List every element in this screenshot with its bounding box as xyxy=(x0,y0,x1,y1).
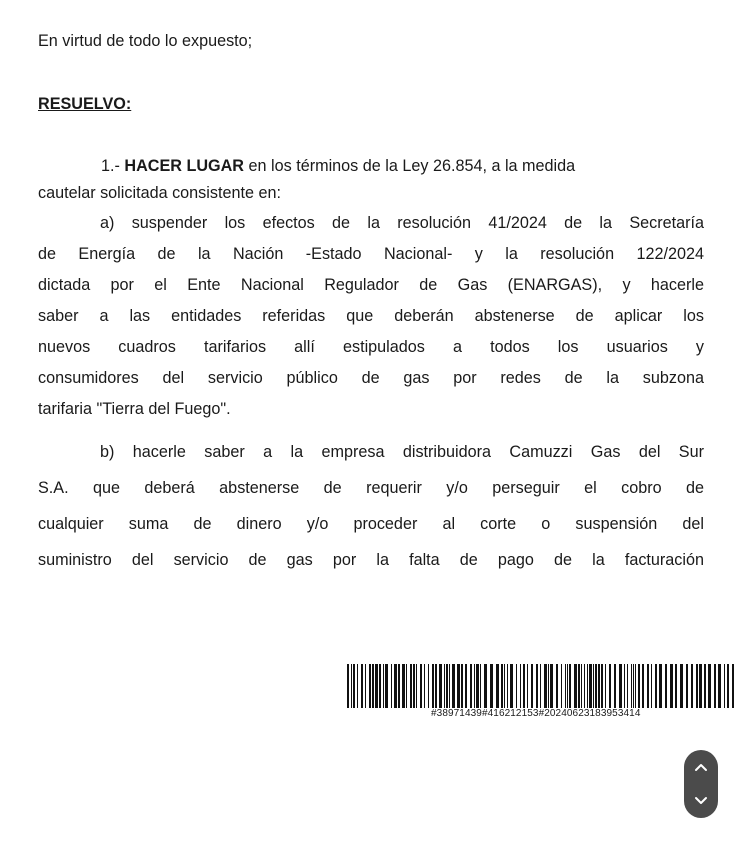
barcode-bar xyxy=(569,664,571,708)
barcode-bar xyxy=(680,664,683,708)
barcode-bar xyxy=(704,664,706,708)
barcode-bar xyxy=(605,664,606,708)
barcode-bar xyxy=(635,664,636,708)
barcode-bar xyxy=(647,664,649,708)
intro-text: En virtud de todo lo expuesto; xyxy=(38,32,253,50)
barcode-bar xyxy=(523,664,525,708)
barcode-bar xyxy=(406,664,407,708)
barcode-bar xyxy=(609,664,611,708)
barcode-bar xyxy=(470,664,472,708)
barcode-bar xyxy=(565,664,566,708)
barcode-bar xyxy=(391,664,392,708)
paragraph-b-line: suministro del servicio de gas por la falta de pago de la facturación xyxy=(38,551,704,569)
barcode-bar xyxy=(474,664,475,708)
paragraph-b-line: S.A. que deberá abstenerse de requerir y/o perseguir el cobro de xyxy=(38,479,704,497)
scroll-down-button[interactable] xyxy=(684,784,718,818)
barcode-bar xyxy=(531,664,533,708)
barcode-image xyxy=(345,664,739,708)
paragraph-a-line: consumidores del servicio público de gas por redes de la subzona xyxy=(38,369,704,387)
barcode-bar xyxy=(619,664,622,708)
paragraph-a-line: nuevos cuadros tarifarios allí estipulados a todos los usuarios y xyxy=(38,338,704,356)
barcode-bar xyxy=(614,664,616,708)
barcode-bar xyxy=(435,664,437,708)
barcode-bar xyxy=(465,664,467,708)
barcode-bar xyxy=(624,664,625,708)
barcode-bar xyxy=(428,664,429,708)
barcode-bar xyxy=(379,664,381,708)
barcode-bar xyxy=(385,664,388,708)
barcode-bar xyxy=(516,664,517,708)
barcode-bar xyxy=(449,664,450,708)
barcode-bar xyxy=(727,664,729,708)
barcode-bar xyxy=(375,664,378,708)
barcode-bar xyxy=(461,664,463,708)
paragraph-1-line-1 xyxy=(38,156,704,176)
chevron-up-icon xyxy=(694,762,708,772)
barcode-bar xyxy=(402,664,405,708)
barcode-bar xyxy=(638,664,640,708)
resolution-heading: RESUELVO: xyxy=(38,95,132,113)
barcode-bar xyxy=(394,664,397,708)
barcode-bar xyxy=(601,664,603,708)
barcode-bar xyxy=(347,664,349,708)
paragraph-1-bold: HACER LUGAR xyxy=(124,157,244,175)
barcode-bar xyxy=(584,664,585,708)
barcode-bar xyxy=(696,664,698,708)
paragraph-1-line-2: cautelar solicitada consistente en: xyxy=(38,184,281,202)
barcode-bar xyxy=(536,664,538,708)
barcode-bar xyxy=(631,664,632,708)
barcode xyxy=(345,664,739,724)
barcode-bar xyxy=(567,664,568,708)
barcode-bar xyxy=(578,664,580,708)
barcode-bar xyxy=(675,664,677,708)
barcode-bar xyxy=(527,664,528,708)
barcode-bar xyxy=(416,664,417,708)
barcode-bar xyxy=(595,664,597,708)
barcode-bar xyxy=(369,664,371,708)
barcode-bar xyxy=(357,664,358,708)
paragraph-a-line: tarifaria "Tierra del Fuego". xyxy=(38,400,231,418)
barcode-bar xyxy=(496,664,499,708)
barcode-bar xyxy=(670,664,673,708)
barcode-bar xyxy=(642,664,644,708)
barcode-bar xyxy=(457,664,460,708)
barcode-bar xyxy=(699,664,702,708)
barcode-bar xyxy=(439,664,442,708)
barcode-bar xyxy=(651,664,652,708)
barcode-bar xyxy=(691,664,693,708)
paragraph-a-line: dictada por el Ente Nacional Regulador de Gas (ENARGAS), y hacerle xyxy=(38,276,704,294)
paragraph-a-line: a) suspender los efectos de la resolución 41/2024 de la Secretaría xyxy=(100,214,704,232)
barcode-bar xyxy=(550,664,553,708)
barcode-bar xyxy=(432,664,434,708)
barcode-bar xyxy=(361,664,363,708)
barcode-bar xyxy=(504,664,505,708)
barcode-bar xyxy=(708,664,711,708)
paragraph-a-line: saber a las entidades referidas que deberán abstenerse de aplicar los xyxy=(38,307,704,325)
paragraph-b-line: cualquier suma de dinero y/o proceder al corte o suspensión del xyxy=(38,515,704,533)
scroll-control xyxy=(684,750,718,818)
barcode-bar xyxy=(383,664,384,708)
barcode-bar xyxy=(452,664,455,708)
paragraph-1-number: 1.- xyxy=(101,157,125,175)
barcode-bar xyxy=(633,664,634,708)
barcode-bar xyxy=(520,664,521,708)
barcode-bar xyxy=(490,664,493,708)
paragraph-1-rest: en los términos de la Ley 26.854, a la medida xyxy=(244,157,576,175)
barcode-bar xyxy=(544,664,547,708)
barcode-bar xyxy=(507,664,508,708)
barcode-bar xyxy=(655,664,657,708)
barcode-number: #38971439#416212153#20240623183953414 xyxy=(431,708,641,719)
barcode-bar xyxy=(561,664,562,708)
barcode-bar xyxy=(480,664,481,708)
barcode-bar xyxy=(593,664,594,708)
barcode-bar xyxy=(714,664,716,708)
paragraph-a-line: de Energía de la Nación -Estado Nacional- y la resolución 122/2024 xyxy=(38,245,704,263)
barcode-bar xyxy=(686,664,688,708)
barcode-bar xyxy=(365,664,366,708)
barcode-bar xyxy=(501,664,503,708)
barcode-bar xyxy=(484,664,487,708)
barcode-bar xyxy=(556,664,558,708)
barcode-bar xyxy=(398,664,400,708)
barcode-bar xyxy=(732,664,734,708)
barcode-bar xyxy=(413,664,415,708)
barcode-bar xyxy=(581,664,582,708)
barcode-bar xyxy=(410,664,412,708)
barcode-bar xyxy=(548,664,549,708)
heading-row xyxy=(38,94,704,114)
paragraph-b-line: b) hacerle saber a la empresa distribuidora Camuzzi Gas del Sur xyxy=(100,443,704,461)
barcode-bar xyxy=(444,664,445,708)
barcode-bar xyxy=(627,664,628,708)
barcode-bar xyxy=(510,664,513,708)
barcode-bar xyxy=(424,664,425,708)
barcode-bar xyxy=(372,664,374,708)
scroll-up-button[interactable] xyxy=(684,750,718,784)
chevron-down-icon xyxy=(694,796,708,806)
barcode-bar xyxy=(420,664,422,708)
barcode-bar xyxy=(718,664,721,708)
barcode-bar xyxy=(665,664,667,708)
barcode-bar xyxy=(587,664,588,708)
barcode-bar xyxy=(476,664,479,708)
barcode-bar xyxy=(351,664,352,708)
barcode-bar xyxy=(598,664,600,708)
barcode-bar xyxy=(540,664,541,708)
barcode-bar xyxy=(724,664,725,708)
barcode-bar xyxy=(574,664,577,708)
barcode-bar xyxy=(659,664,662,708)
barcode-bar xyxy=(589,664,592,708)
barcode-bar xyxy=(353,664,355,708)
barcode-bar xyxy=(446,664,448,708)
